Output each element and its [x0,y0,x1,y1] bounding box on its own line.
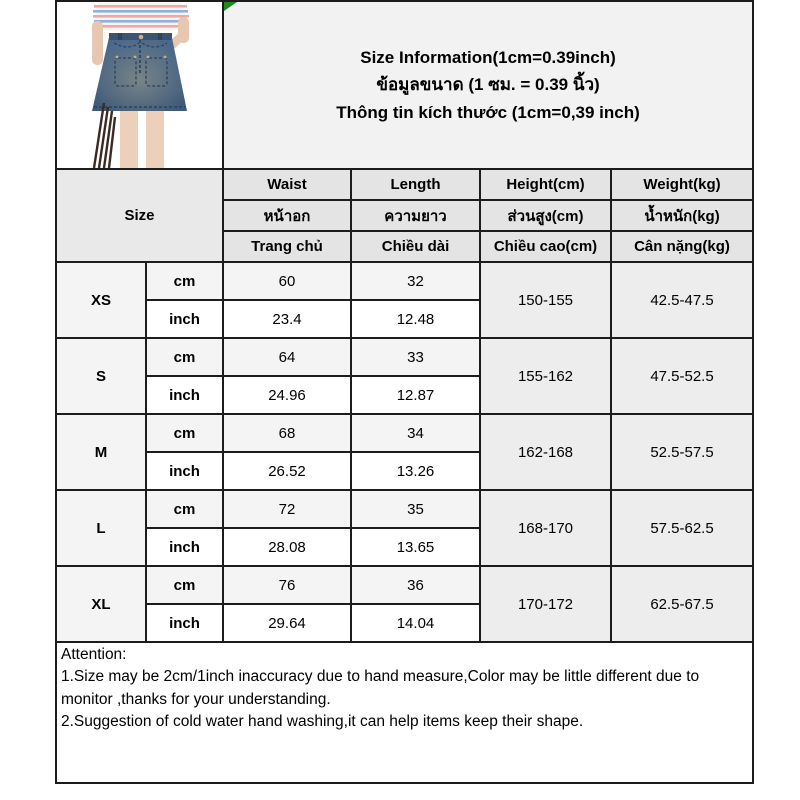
m-length-inch: 13.26 [351,452,480,490]
title-thai: ข้อมูลขนาด (1 ซม. = 0.39 นิ้ว) [376,75,600,95]
product-photo-cell [56,1,223,169]
unit-cm: cm [146,490,223,528]
col-header-waist-en: Waist [223,169,351,200]
l-waist-inch: 28.08 [223,528,351,566]
s-weight: 47.5-52.5 [611,338,753,414]
xl-waist-cm: 76 [223,566,351,604]
unit-cm: cm [146,262,223,300]
xs-weight: 42.5-47.5 [611,262,753,338]
xs-waist-cm: 60 [223,262,351,300]
size-l: L [56,490,146,566]
m-length-cm: 34 [351,414,480,452]
unit-cm: cm [146,414,223,452]
title-english: Size Information(1cm=0.39inch) [360,48,616,68]
s-waist-inch: 24.96 [223,376,351,414]
attention-note-2: 2.Suggestion of cold water hand washing,it can help items keep their shape. [61,713,584,731]
m-waist-cm: 68 [223,414,351,452]
col-header-length-vi: Chiều dài [351,231,480,262]
col-header-length-en: Length [351,169,480,200]
size-m: M [56,414,146,490]
xs-length-cm: 32 [351,262,480,300]
col-header-length-th: ความยาว [351,200,480,231]
xl-length-inch: 14.04 [351,604,480,642]
xl-length-cm: 36 [351,566,480,604]
unit-inch: inch [146,452,223,490]
l-length-cm: 35 [351,490,480,528]
xl-weight: 62.5-67.5 [611,566,753,642]
title-vietnamese: Thông tin kích thước (1cm=0,39 inch) [336,102,640,122]
unit-inch: inch [146,528,223,566]
striped-tee [92,3,189,31]
s-waist-cm: 64 [223,338,351,376]
corner-flag-icon [224,2,237,11]
table-row [56,338,753,376]
col-header-weight-vi: Cân nặng(kg) [611,231,753,262]
m-waist-inch: 26.52 [223,452,351,490]
col-header-height-th: ส่วนสูง(cm) [480,200,611,231]
col-header-height-vi: Chiều cao(cm) [480,231,611,262]
attention-title: Attention: [61,646,127,663]
col-header-weight-en: Weight(kg) [611,169,753,200]
table-row [56,262,753,300]
col-header-waist-vi: Trang chủ [223,231,351,262]
size-header: Size [56,169,223,262]
table-row [56,566,753,604]
unit-cm: cm [146,566,223,604]
xs-height: 150-155 [480,262,611,338]
unit-cm: cm [146,338,223,376]
l-length-inch: 13.65 [351,528,480,566]
table-row [56,414,753,452]
denim-skirt-illustration [70,3,210,168]
size-xl: XL [56,566,146,642]
xl-waist-inch: 29.64 [223,604,351,642]
m-height: 162-168 [480,414,611,490]
col-header-waist-th: หน้าอก [223,200,351,231]
s-length-cm: 33 [351,338,480,376]
unit-inch: inch [146,604,223,642]
m-weight: 52.5-57.5 [611,414,753,490]
product-photo [57,3,222,168]
s-length-inch: 12.87 [351,376,480,414]
size-s: S [56,338,146,414]
size-table [55,0,754,784]
xl-height: 170-172 [480,566,611,642]
title-cell [223,1,753,169]
attention-note [56,642,753,783]
l-height: 168-170 [480,490,611,566]
col-header-weight-th: น้ำหนัก(kg) [611,200,753,231]
col-header-height-en: Height(cm) [480,169,611,200]
unit-inch: inch [146,300,223,338]
xs-length-inch: 12.48 [351,300,480,338]
attention-note-1: 1.Size may be 2cm/1inch inaccuracy due to hand measure,Color may be little different due to monitor ,thanks for your understanding. [61,668,700,708]
l-weight: 57.5-62.5 [611,490,753,566]
s-height: 155-162 [480,338,611,414]
unit-inch: inch [146,376,223,414]
xs-waist-inch: 23.4 [223,300,351,338]
table-row [56,490,753,528]
size-xs: XS [56,262,146,338]
l-waist-cm: 72 [223,490,351,528]
